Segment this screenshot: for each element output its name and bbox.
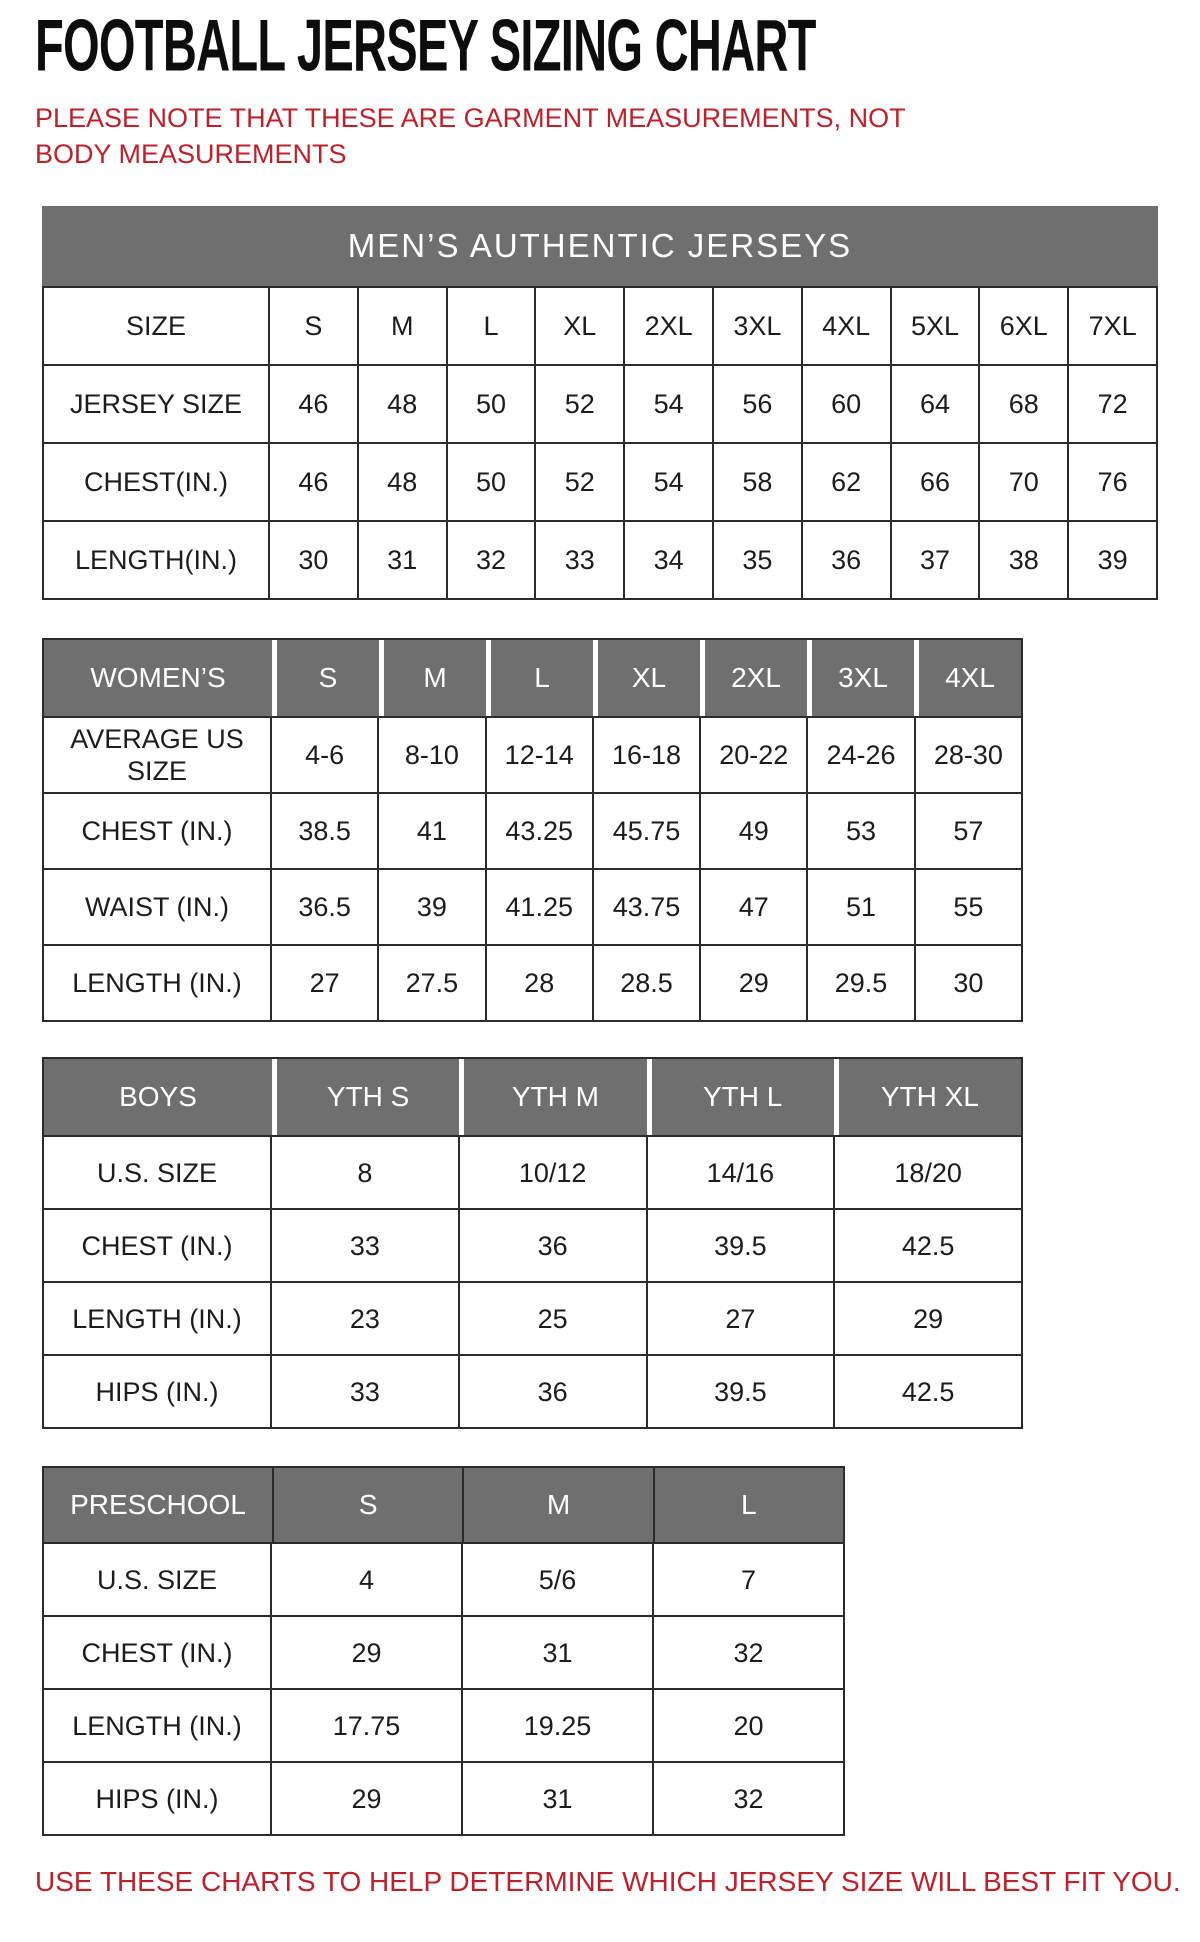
womens-cell-chest-in-3: 43.25	[486, 793, 593, 869]
preschool-header-row	[42, 1466, 845, 1542]
womens-cell-chest-in-6: 53	[807, 793, 914, 869]
preschool-row-length-in	[43, 1689, 844, 1762]
boys-cell-length-in-4: 29	[834, 1282, 1022, 1355]
womens-cell-waist-in-6: 51	[807, 869, 914, 945]
mens-row-label-jersey-size: JERSEY SIZE	[43, 365, 269, 443]
womens-header-m: M	[384, 640, 486, 716]
boys-cell-length-in-1: 23	[271, 1282, 459, 1355]
womens-header-xl: XL	[598, 640, 700, 716]
preschool-cell-u-s-size-1: 4	[271, 1543, 462, 1616]
preschool-cell-chest-in-1: 29	[271, 1616, 462, 1689]
boys-row-label-length-in: LENGTH (IN.)	[43, 1282, 271, 1355]
boys-header-yth-l: YTH L	[652, 1059, 834, 1135]
mens-cell-jersey-size-6: 56	[713, 365, 802, 443]
preschool-header-l: L	[655, 1468, 843, 1542]
boys-cell-chest-in-2: 36	[459, 1209, 647, 1282]
womens-header-4xl: 4XL	[919, 640, 1021, 716]
mens-row-length-in	[43, 521, 1157, 599]
mens-cell-size-8: 5XL	[891, 287, 980, 365]
boys-row-chest-in	[43, 1209, 1022, 1282]
boys-header-boys: BOYS	[44, 1059, 272, 1135]
preschool-row-hips-in	[43, 1762, 844, 1835]
mens-banner: MEN’S AUTHENTIC JERSEYS	[42, 206, 1158, 286]
mens-cell-chest-in-8: 66	[891, 443, 980, 521]
mens-cell-size-9: 6XL	[979, 287, 1068, 365]
womens-cell-length-in-4: 28.5	[593, 945, 700, 1021]
preschool-row-u-s-size	[43, 1543, 844, 1616]
preschool-table	[42, 1542, 845, 1836]
boys-table-section	[42, 1057, 1023, 1429]
preschool-header-s: S	[274, 1468, 462, 1542]
mens-cell-size-1: S	[269, 287, 358, 365]
preschool-row-label-hips-in: HIPS (IN.)	[43, 1762, 271, 1835]
mens-table	[42, 286, 1158, 600]
womens-row-label-waist-in: WAIST (IN.)	[43, 869, 271, 945]
mens-cell-chest-in-5: 54	[624, 443, 713, 521]
womens-header-3xl: 3XL	[812, 640, 914, 716]
boys-cell-hips-in-4: 42.5	[834, 1355, 1022, 1428]
preschool-cell-length-in-2: 19.25	[462, 1689, 653, 1762]
boys-cell-chest-in-3: 39.5	[647, 1209, 835, 1282]
preschool-cell-chest-in-2: 31	[462, 1616, 653, 1689]
womens-cell-length-in-2: 27.5	[378, 945, 485, 1021]
mens-cell-jersey-size-1: 46	[269, 365, 358, 443]
boys-cell-hips-in-3: 39.5	[647, 1355, 835, 1428]
boys-row-label-hips-in: HIPS (IN.)	[43, 1355, 271, 1428]
boys-cell-u-s-size-3: 14/16	[647, 1136, 835, 1209]
womens-cell-average-us-size-7: 28-30	[915, 717, 1022, 793]
mens-cell-jersey-size-5: 54	[624, 365, 713, 443]
womens-cell-average-us-size-4: 16-18	[593, 717, 700, 793]
womens-row-chest-in	[43, 793, 1022, 869]
mens-banner-row	[42, 206, 1158, 286]
mens-table-section	[42, 206, 1158, 600]
boys-row-u-s-size	[43, 1136, 1022, 1209]
mens-cell-jersey-size-2: 48	[358, 365, 447, 443]
womens-row-label-length-in: LENGTH (IN.)	[43, 945, 271, 1021]
womens-row-label-chest-in: CHEST (IN.)	[43, 793, 271, 869]
mens-cell-jersey-size-7: 60	[802, 365, 891, 443]
mens-row-chest-in	[43, 443, 1157, 521]
preschool-cell-length-in-1: 17.75	[271, 1689, 462, 1762]
womens-header-row	[42, 638, 1023, 716]
mens-row-label-chest-in: CHEST(IN.)	[43, 443, 269, 521]
mens-cell-length-in-3: 32	[447, 521, 536, 599]
footer-note: USE THESE CHARTS TO HELP DETERMINE WHICH JERSEY SIZE WILL BEST FIT YOU.	[35, 1866, 1181, 1897]
womens-row-waist-in	[43, 869, 1022, 945]
mens-cell-jersey-size-9: 68	[979, 365, 1068, 443]
mens-cell-size-6: 3XL	[713, 287, 802, 365]
preschool-row-label-length-in: LENGTH (IN.)	[43, 1689, 271, 1762]
womens-cell-average-us-size-3: 12-14	[486, 717, 593, 793]
mens-cell-length-in-7: 36	[802, 521, 891, 599]
boys-row-length-in	[43, 1282, 1022, 1355]
mens-cell-length-in-1: 30	[269, 521, 358, 599]
garment-measurement-note: PLEASE NOTE THAT THESE ARE GARMENT MEASUREMENTS, NOT BODY MEASUREMENTS	[35, 103, 906, 169]
womens-cell-waist-in-2: 39	[378, 869, 485, 945]
mens-cell-length-in-4: 33	[535, 521, 624, 599]
mens-cell-length-in-5: 34	[624, 521, 713, 599]
mens-cell-size-7: 4XL	[802, 287, 891, 365]
boys-cell-length-in-2: 25	[459, 1282, 647, 1355]
mens-cell-size-3: L	[447, 287, 536, 365]
boys-header-yth-m: YTH M	[464, 1059, 646, 1135]
womens-cell-average-us-size-5: 20-22	[700, 717, 807, 793]
womens-cell-length-in-5: 29	[700, 945, 807, 1021]
mens-cell-chest-in-3: 50	[447, 443, 536, 521]
womens-cell-length-in-7: 30	[915, 945, 1022, 1021]
mens-row-label-size: SIZE	[43, 287, 269, 365]
boys-header-yth-s: YTH S	[277, 1059, 459, 1135]
womens-cell-chest-in-4: 45.75	[593, 793, 700, 869]
boys-cell-u-s-size-1: 8	[271, 1136, 459, 1209]
boys-cell-hips-in-1: 33	[271, 1355, 459, 1428]
preschool-cell-u-s-size-3: 7	[653, 1543, 844, 1616]
womens-header-s: S	[277, 640, 379, 716]
mens-row-jersey-size	[43, 365, 1157, 443]
womens-cell-average-us-size-6: 24-26	[807, 717, 914, 793]
preschool-table-section	[42, 1466, 845, 1836]
womens-cell-waist-in-5: 47	[700, 869, 807, 945]
preschool-cell-u-s-size-2: 5/6	[462, 1543, 653, 1616]
mens-cell-jersey-size-10: 72	[1068, 365, 1157, 443]
womens-row-length-in	[43, 945, 1022, 1021]
womens-header-women-s: WOMEN’S	[44, 640, 272, 716]
womens-row-average-us-size	[43, 717, 1022, 793]
boys-row-label-chest-in: CHEST (IN.)	[43, 1209, 271, 1282]
boys-cell-length-in-3: 27	[647, 1282, 835, 1355]
mens-cell-size-5: 2XL	[624, 287, 713, 365]
womens-cell-chest-in-2: 41	[378, 793, 485, 869]
mens-cell-chest-in-10: 76	[1068, 443, 1157, 521]
preschool-header-preschool: PRESCHOOL	[44, 1468, 272, 1542]
mens-cell-length-in-9: 38	[979, 521, 1068, 599]
boys-header-yth-xl: YTH XL	[839, 1059, 1021, 1135]
preschool-cell-hips-in-3: 32	[653, 1762, 844, 1835]
womens-header-l: L	[491, 640, 593, 716]
boys-header-row	[42, 1057, 1023, 1135]
boys-cell-u-s-size-2: 10/12	[459, 1136, 647, 1209]
mens-cell-chest-in-1: 46	[269, 443, 358, 521]
mens-cell-length-in-2: 31	[358, 521, 447, 599]
mens-cell-size-10: 7XL	[1068, 287, 1157, 365]
mens-cell-chest-in-4: 52	[535, 443, 624, 521]
preschool-row-label-chest-in: CHEST (IN.)	[43, 1616, 271, 1689]
womens-cell-waist-in-4: 43.75	[593, 869, 700, 945]
boys-table	[42, 1135, 1023, 1429]
boys-cell-chest-in-1: 33	[271, 1209, 459, 1282]
mens-cell-jersey-size-4: 52	[535, 365, 624, 443]
boys-row-hips-in	[43, 1355, 1022, 1428]
preschool-row-chest-in	[43, 1616, 844, 1689]
preschool-cell-hips-in-2: 31	[462, 1762, 653, 1835]
womens-cell-length-in-3: 28	[486, 945, 593, 1021]
mens-cell-length-in-8: 37	[891, 521, 980, 599]
mens-cell-size-4: XL	[535, 287, 624, 365]
mens-cell-chest-in-2: 48	[358, 443, 447, 521]
womens-cell-average-us-size-1: 4-6	[271, 717, 378, 793]
mens-cell-jersey-size-8: 64	[891, 365, 980, 443]
mens-cell-length-in-6: 35	[713, 521, 802, 599]
preschool-cell-length-in-3: 20	[653, 1689, 844, 1762]
mens-cell-chest-in-6: 58	[713, 443, 802, 521]
mens-cell-size-2: M	[358, 287, 447, 365]
preschool-row-label-u-s-size: U.S. SIZE	[43, 1543, 271, 1616]
womens-cell-waist-in-3: 41.25	[486, 869, 593, 945]
page-title	[35, 5, 1200, 88]
sizing-chart-page	[0, 5, 1200, 1942]
womens-row-label-average-us-size: AVERAGE US SIZE	[43, 717, 271, 793]
preschool-cell-chest-in-3: 32	[653, 1616, 844, 1689]
womens-header-2xl: 2XL	[705, 640, 807, 716]
womens-table-section	[42, 638, 1023, 1022]
mens-cell-chest-in-9: 70	[979, 443, 1068, 521]
preschool-cell-hips-in-1: 29	[271, 1762, 462, 1835]
womens-cell-waist-in-7: 55	[915, 869, 1022, 945]
mens-cell-jersey-size-3: 50	[447, 365, 536, 443]
page-title-text: FOOTBALL JERSEY SIZING CHART	[35, 5, 816, 88]
womens-cell-waist-in-1: 36.5	[271, 869, 378, 945]
womens-cell-chest-in-1: 38.5	[271, 793, 378, 869]
womens-cell-average-us-size-2: 8-10	[378, 717, 485, 793]
mens-row-label-length-in: LENGTH(IN.)	[43, 521, 269, 599]
boys-cell-chest-in-4: 42.5	[834, 1209, 1022, 1282]
womens-cell-chest-in-7: 57	[915, 793, 1022, 869]
womens-cell-chest-in-5: 49	[700, 793, 807, 869]
boys-row-label-u-s-size: U.S. SIZE	[43, 1136, 271, 1209]
preschool-header-m: M	[464, 1468, 652, 1542]
womens-cell-length-in-1: 27	[271, 945, 378, 1021]
mens-cell-length-in-10: 39	[1068, 521, 1157, 599]
boys-cell-u-s-size-4: 18/20	[834, 1136, 1022, 1209]
mens-cell-chest-in-7: 62	[802, 443, 891, 521]
womens-cell-length-in-6: 29.5	[807, 945, 914, 1021]
womens-table	[42, 716, 1023, 1022]
boys-cell-hips-in-2: 36	[459, 1355, 647, 1428]
mens-row-size	[43, 287, 1157, 365]
